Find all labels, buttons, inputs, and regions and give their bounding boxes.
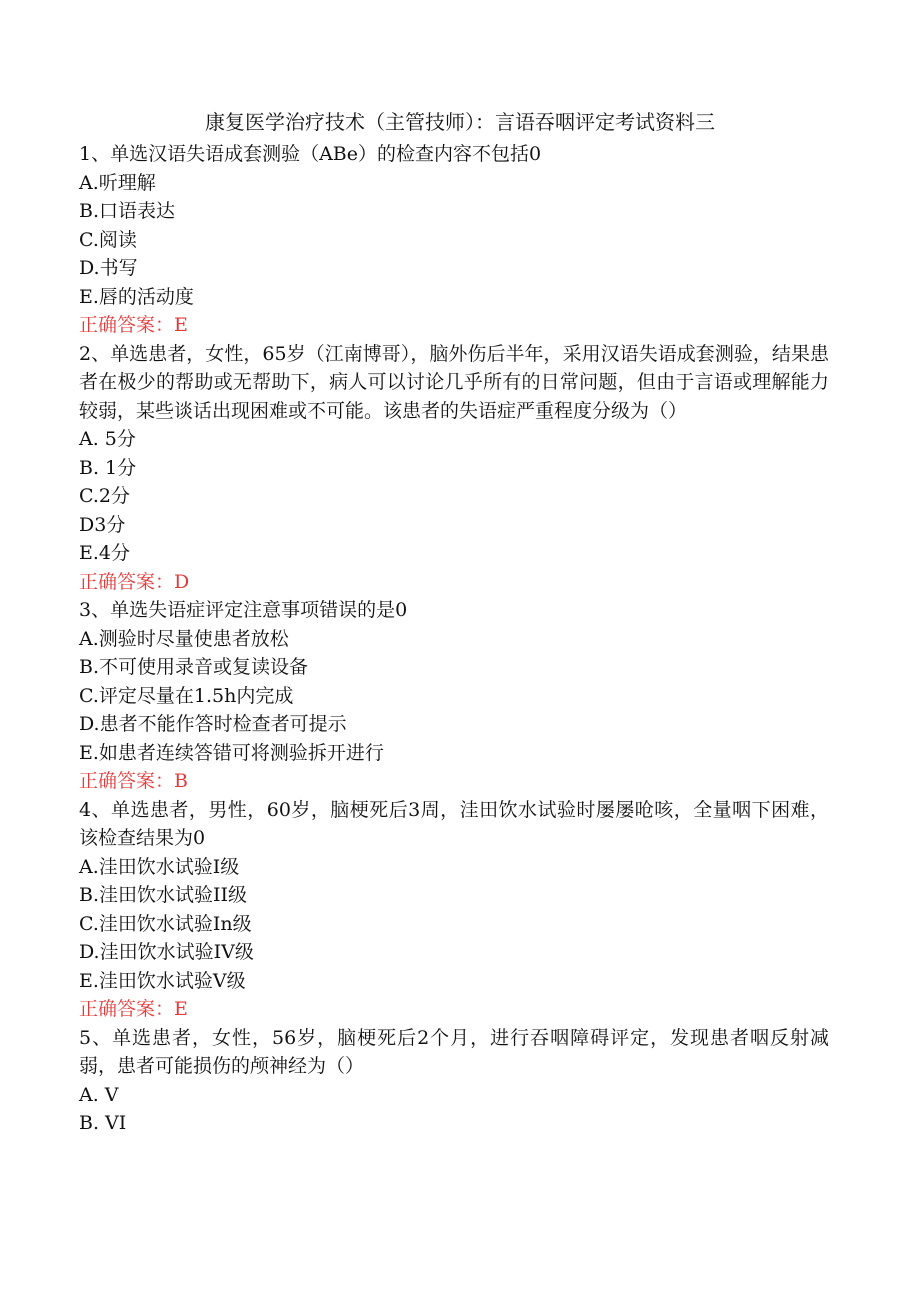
answer-label: 正确答案： <box>79 570 175 593</box>
question-stem: 2、单选患者，女性，65岁（江南博哥），脑外伤后半年，采用汉语失语成套测验，结果患者在极少的帮助或无帮助下，病人可以讨论几乎所有的日常问题，但由于言语或理解能力较弱，某些谈话出现困难或不可能。该患者的失语症严重程度分级为（） <box>79 342 829 422</box>
question-option: A.洼田饮水试验I级 <box>79 855 240 878</box>
question-option: C.评定尽量在1.5h内完成 <box>79 684 294 707</box>
question-stem: 4、单选患者，男性，60岁，脑梗死后3周，洼田饮水试验时屡屡呛咳，全量咽下困难，该检查结果为0 <box>79 798 829 849</box>
question-option: E.唇的活动度 <box>79 285 194 308</box>
question-option: B.口语表达 <box>79 200 176 222</box>
answer-label: 正确答案： <box>79 998 175 1020</box>
question-option: B.不可使用录音或复读设备 <box>79 656 309 678</box>
correct-answer <box>79 767 829 796</box>
question-option: E.如患者连续答错可将测验拆开进行 <box>79 741 384 764</box>
question-3 <box>79 596 829 796</box>
question-option: D.书写 <box>79 257 138 279</box>
question-option: D.患者不能作答时检查者可提示 <box>79 713 347 735</box>
question-option: C.阅读 <box>79 228 137 251</box>
question-option: A.测验时尽量使患者放松 <box>79 627 289 650</box>
correct-answer <box>79 311 829 340</box>
question-list <box>79 140 829 1138</box>
correct-answer <box>79 568 829 597</box>
question-stem: 3、单选失语症评定注意事项错误的是0 <box>79 599 408 621</box>
question-option: E.4分 <box>79 542 130 564</box>
question-option: A.听理解 <box>79 171 156 194</box>
document-title: 康复医学治疗技术（主管技师）：言语吞咽评定考试资料三 <box>205 110 715 134</box>
question-option: D3分 <box>79 513 126 536</box>
question-1 <box>79 140 829 340</box>
question-option: B. 1分 <box>79 456 137 479</box>
answer-value: B <box>174 770 188 792</box>
question-option: C.洼田饮水试验In级 <box>79 912 252 935</box>
correct-answer <box>79 995 829 1024</box>
question-option: A. V <box>79 1083 119 1106</box>
question-option: E.洼田饮水试验V级 <box>79 969 246 992</box>
answer-value: E <box>174 998 188 1020</box>
question-4 <box>79 796 829 1024</box>
question-2 <box>79 340 829 597</box>
answer-label: 正确答案： <box>79 314 175 336</box>
question-stem: 5、单选患者，女性，56岁，脑梗死后2个月，进行吞咽障碍评定，发现患者咽反射减弱，患者可能损伤的颅神经为（） <box>79 1026 829 1077</box>
answer-label: 正确答案： <box>79 770 175 792</box>
answer-value: E <box>174 314 188 336</box>
answer-value: D <box>174 570 190 593</box>
question-option: A. 5分 <box>79 428 136 450</box>
question-stem: 1、单选汉语失语成套测验（ABe）的检查内容不包括0 <box>79 143 542 165</box>
question-5 <box>79 1024 829 1138</box>
question-option: C.2分 <box>79 485 130 507</box>
question-option: B.洼田饮水试验II级 <box>79 884 248 906</box>
question-option: D.洼田饮水试验IV级 <box>79 941 254 963</box>
question-option: B. VI <box>79 1112 127 1134</box>
